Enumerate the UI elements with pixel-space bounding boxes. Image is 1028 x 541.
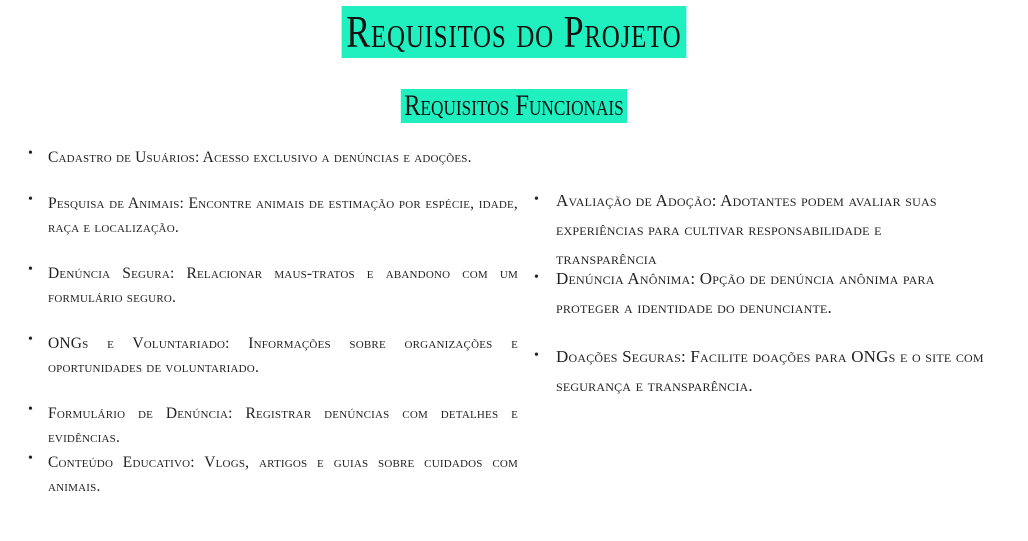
list-item	[28, 192, 518, 240]
bullet-icon: •	[28, 402, 33, 417]
list-item-text: Denúncia Anônima: Opção de denúncia anônima para proteger a identidade do denunciante.	[556, 269, 935, 317]
list-item	[534, 186, 984, 273]
right-requirements-list	[534, 186, 994, 406]
list-item-text: Pesquisa de Animais: Encontre animais de estimação por espécie, idade, raça e localização.	[48, 195, 518, 236]
list-item	[28, 402, 518, 450]
list-item-text: Cadastro de Usuários: Acesso exclusivo a denúncias e adoções.	[48, 149, 472, 166]
list-item-text: Formulário de Denúncia: Registrar denúncias com detalhes e evidências.	[48, 405, 518, 446]
title-container	[0, 6, 1028, 58]
list-item-text: Avaliação de Adoção: Adotantes podem avaliar suas experiências para cultivar responsabilidade e transparência	[556, 191, 937, 268]
bullet-icon: •	[534, 192, 539, 207]
list-item-text: ONGs e Voluntariado: Informações sobre organizações e oportunidades de voluntariado.	[48, 335, 518, 376]
list-item-text: Doações Seguras: Facilite doações para ONGs e o site com segurança e transparência.	[556, 347, 984, 395]
list-item	[534, 264, 984, 322]
list-item	[28, 262, 518, 310]
bullet-icon: •	[28, 451, 33, 466]
list-item-text: Denúncia Segura: Relacionar maus-tratos e abandono com um formulário seguro.	[48, 265, 518, 306]
bullet-icon: •	[28, 146, 33, 161]
bullet-icon: •	[28, 332, 33, 347]
page-title: Requisitos do Projeto	[342, 6, 687, 58]
list-item	[534, 342, 984, 400]
bullet-icon: •	[28, 262, 33, 277]
list-item	[28, 451, 518, 499]
list-item	[28, 146, 518, 170]
subtitle-container	[0, 89, 1028, 123]
left-requirements-list	[28, 146, 518, 495]
list-item	[28, 332, 518, 380]
bullet-icon: •	[28, 192, 33, 207]
bullet-icon: •	[534, 270, 539, 285]
list-item-text: Conteúdo Educativo: Vlogs, artigos e guias sobre cuidados com animais.	[48, 454, 518, 495]
bullet-icon: •	[534, 348, 539, 363]
section-subtitle: Requisitos Funcionais	[401, 89, 627, 123]
